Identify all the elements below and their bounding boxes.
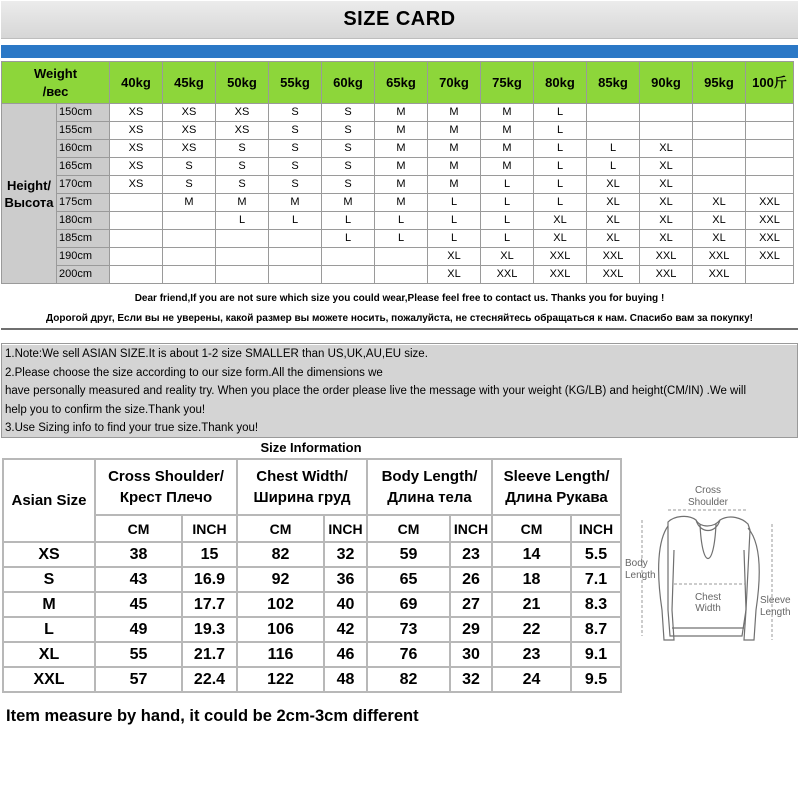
size-cell: L: [534, 122, 587, 140]
size-cell: XXL: [746, 248, 794, 266]
measurement-cell: 22.4: [182, 667, 237, 692]
size-cell: [216, 230, 269, 248]
size-cell: [693, 176, 746, 194]
size-cell: [746, 122, 794, 140]
size-cell: [163, 266, 216, 284]
unit-inch-header: INCH: [324, 515, 367, 542]
size-cell: XL: [428, 266, 481, 284]
size-card-row: [2, 122, 794, 140]
weight-column-header: 90kg: [640, 62, 693, 104]
size-cell: [746, 266, 794, 284]
size-cell: XS: [163, 104, 216, 122]
size-cell: S: [216, 140, 269, 158]
measurement-cell: 45: [95, 592, 182, 617]
size-cell: L: [481, 194, 534, 212]
size-cell: XXL: [587, 248, 640, 266]
size-cell: [693, 140, 746, 158]
height-cell: 155cm: [57, 122, 110, 140]
height-cell: 170cm: [57, 176, 110, 194]
size-cell: M: [375, 176, 428, 194]
unit-inch-header: INCH: [571, 515, 621, 542]
size-cell: XS: [110, 140, 163, 158]
measurement-cell: 69: [367, 592, 450, 617]
note-line: 1.Note:We sell ASIAN SIZE.It is about 1-2 size SMALLER than US,UK,AU,EU size.: [2, 344, 797, 364]
measurement-cell: 102: [237, 592, 324, 617]
size-cell: [216, 248, 269, 266]
diagram-label: Width: [695, 603, 721, 614]
weight-column-header: 65kg: [375, 62, 428, 104]
size-cell: L: [481, 176, 534, 194]
size-cell: M: [375, 194, 428, 212]
measurement-cell: 27: [450, 592, 492, 617]
page-title: SIZE CARD: [343, 8, 456, 30]
size-cell: XS: [216, 104, 269, 122]
measurement-cell: 92: [237, 567, 324, 592]
size-cell: XL: [640, 194, 693, 212]
size-cell: XL: [428, 248, 481, 266]
measurement-cell: 19.3: [182, 617, 237, 642]
size-cell: [375, 248, 428, 266]
unit-inch-header: INCH: [450, 515, 492, 542]
measurement-cell: 106: [237, 617, 324, 642]
height-cell: 180cm: [57, 212, 110, 230]
size-cell: S: [269, 140, 322, 158]
diagram-label: Body: [625, 558, 648, 569]
size-info-title: Size Information: [260, 440, 362, 455]
unit-inch-header: INCH: [182, 515, 237, 542]
size-cell: XXL: [640, 248, 693, 266]
size-cell: [216, 266, 269, 284]
measurement-cell: 9.1: [571, 642, 621, 667]
measurement-cell: 82: [237, 542, 324, 567]
height-label-line: Высота: [4, 194, 54, 210]
header-line: Ширина груд: [253, 489, 351, 506]
measurement-cell: 46: [324, 642, 367, 667]
size-cell: L: [481, 212, 534, 230]
measurement-cell: 22: [492, 617, 571, 642]
size-cell: [110, 266, 163, 284]
size-cell: M: [269, 194, 322, 212]
size-cell: [746, 104, 794, 122]
measurement-cell: 32: [324, 542, 367, 567]
weight-column-header: 45kg: [163, 62, 216, 104]
size-cell: L: [375, 212, 428, 230]
size-cell: XXL: [693, 266, 746, 284]
weight-label-line: /вес: [42, 83, 69, 99]
measurement-cell: 23: [492, 642, 571, 667]
size-cell: [110, 248, 163, 266]
measurement-cell: 38: [95, 542, 182, 567]
measurement-cell: 65: [367, 567, 450, 592]
size-card-row: [2, 194, 794, 212]
size-info-row: [3, 642, 621, 667]
measurement-cell: 8.7: [571, 617, 621, 642]
measurement-cell: 18: [492, 567, 571, 592]
size-cell: [693, 158, 746, 176]
measurement-cell: 21: [492, 592, 571, 617]
measurement-cell: 32: [450, 667, 492, 692]
size-cell: XXL: [587, 266, 640, 284]
size-cell: [269, 230, 322, 248]
unit-header-row: [3, 515, 621, 542]
size-cell: XL: [640, 158, 693, 176]
size-info-row: [3, 617, 621, 642]
height-label-line: Height/: [6, 177, 52, 193]
measurement-cell: 9.5: [571, 667, 621, 692]
measurement-cell: 15: [182, 542, 237, 567]
unit-cm-header: CM: [237, 515, 324, 542]
height-cell: 190cm: [57, 248, 110, 266]
size-cell: XXL: [693, 248, 746, 266]
weight-column-header: 50kg: [216, 62, 269, 104]
weight-column-header: 75kg: [481, 62, 534, 104]
size-cell: L: [534, 140, 587, 158]
asian-size-cell: L: [3, 617, 95, 642]
size-cell: S: [322, 104, 375, 122]
size-cell: L: [428, 230, 481, 248]
measurement-cell: 36: [324, 567, 367, 592]
size-cell: M: [375, 140, 428, 158]
size-cell: [163, 248, 216, 266]
size-cell: XS: [216, 122, 269, 140]
diagram-label: Sleeve: [760, 595, 791, 606]
size-cell: [746, 158, 794, 176]
size-cell: S: [322, 140, 375, 158]
size-info-table: [2, 458, 622, 693]
size-cell: [110, 212, 163, 230]
measurement-cell: 14: [492, 542, 571, 567]
size-card-row: [2, 158, 794, 176]
size-cell: L: [375, 230, 428, 248]
note-line: have personally measured and reality try. When you place the order please live the message with your weight (KG/LB) and height(CM/IN) .We will: [5, 385, 747, 397]
size-cell: [640, 104, 693, 122]
size-cell: [322, 248, 375, 266]
diagram-label: Shoulder: [687, 497, 729, 508]
size-cell: M: [428, 122, 481, 140]
size-cell: L: [534, 176, 587, 194]
note-line: 3.Use Sizing info to find your true size.Thank you!: [5, 422, 259, 434]
measurement-cell: 40: [324, 592, 367, 617]
size-card-row: [2, 266, 794, 284]
size-card-row: [2, 140, 794, 158]
measurement-disclaimer: Item measure by hand, it could be 2cm-3cm different: [6, 707, 419, 725]
size-cell: XL: [587, 230, 640, 248]
size-cell: M: [481, 158, 534, 176]
size-cell: S: [269, 104, 322, 122]
header-line: Длина Рукава: [505, 489, 608, 506]
height-cell: 185cm: [57, 230, 110, 248]
size-cell: L: [534, 104, 587, 122]
measurement-cell: 30: [450, 642, 492, 667]
measurement-cell: 24: [492, 667, 571, 692]
size-cell: M: [375, 158, 428, 176]
size-cell: S: [322, 122, 375, 140]
diagram-label: Length: [760, 607, 791, 618]
sweater-illustration: [659, 516, 760, 640]
size-card-table: [1, 61, 794, 284]
size-cell: XXL: [640, 266, 693, 284]
size-cell: S: [269, 158, 322, 176]
header-line: Chest Width/: [256, 468, 348, 485]
measurement-cell: 57: [95, 667, 182, 692]
measurement-cell: 116: [237, 642, 324, 667]
measurement-cell: 122: [237, 667, 324, 692]
asian-size-header: Asian Size: [3, 459, 95, 542]
size-cell: S: [322, 158, 375, 176]
measurement-cell: 43: [95, 567, 182, 592]
size-cell: S: [163, 158, 216, 176]
weight-column-header: 60kg: [322, 62, 375, 104]
size-cell: L: [322, 230, 375, 248]
size-cell: L: [428, 212, 481, 230]
asian-size-cell: S: [3, 567, 95, 592]
chest-width-header: [237, 459, 367, 515]
height-cell: 160cm: [57, 140, 110, 158]
weight-column-header: 40kg: [110, 62, 163, 104]
diagram-label: Length: [625, 570, 656, 581]
sleeve-length-header: [492, 459, 621, 515]
size-cell: L: [534, 158, 587, 176]
size-cell: S: [216, 176, 269, 194]
size-cell: XS: [163, 140, 216, 158]
size-cell: S: [322, 176, 375, 194]
measurement-guides: [642, 510, 772, 640]
size-cell: M: [428, 140, 481, 158]
size-card-title-bar: [1, 1, 798, 39]
size-cell: [163, 212, 216, 230]
weight-column-header: 55kg: [269, 62, 322, 104]
size-cell: XL: [640, 230, 693, 248]
size-cell: [640, 122, 693, 140]
size-cell: XXL: [481, 266, 534, 284]
header-line: Крест Плечо: [119, 489, 213, 506]
size-cell: XL: [587, 212, 640, 230]
size-cell: L: [587, 158, 640, 176]
size-info-row: [3, 542, 621, 567]
measurement-cell: 49: [95, 617, 182, 642]
size-cell: L: [428, 194, 481, 212]
weight-header-row: [2, 62, 794, 104]
size-cell: S: [269, 176, 322, 194]
size-cell: XL: [693, 212, 746, 230]
size-cell: [375, 266, 428, 284]
size-cell: L: [322, 212, 375, 230]
measurement-cell: 29: [450, 617, 492, 642]
asian-size-cell: XL: [3, 642, 95, 667]
measurement-cell: 26: [450, 567, 492, 592]
weight-column-header: 95kg: [693, 62, 746, 104]
unit-cm-header: CM: [367, 515, 450, 542]
size-cell: M: [428, 176, 481, 194]
size-cell: XL: [640, 212, 693, 230]
size-cell: L: [269, 212, 322, 230]
size-cell: XL: [693, 230, 746, 248]
size-cell: XS: [110, 104, 163, 122]
size-card-row: [2, 248, 794, 266]
size-info-row: [3, 667, 621, 692]
header-line: Sleeve Length/: [503, 468, 610, 485]
garment-measurement-diagram: [622, 460, 798, 700]
size-cell: M: [322, 194, 375, 212]
size-cell: XL: [534, 212, 587, 230]
size-cell: XL: [693, 194, 746, 212]
size-cell: M: [163, 194, 216, 212]
note-line: help you to confirm the size.Thank you!: [5, 403, 206, 416]
size-cell: XXL: [746, 194, 794, 212]
cross-shoulder-header: [95, 459, 237, 515]
size-cell: [587, 104, 640, 122]
size-cell: S: [269, 122, 322, 140]
size-cell: [322, 266, 375, 284]
size-cell: XXL: [534, 248, 587, 266]
blue-divider: [1, 45, 798, 58]
asian-size-cell: XXL: [3, 667, 95, 692]
size-cell: XS: [110, 122, 163, 140]
size-cell: XL: [587, 194, 640, 212]
weight-column-header: 80kg: [534, 62, 587, 104]
measurement-cell: 55: [95, 642, 182, 667]
size-cell: XL: [640, 176, 693, 194]
size-cell: [110, 230, 163, 248]
size-cell: M: [216, 194, 269, 212]
unit-cm-header: CM: [492, 515, 571, 542]
measurement-cell: 82: [367, 667, 450, 692]
measurement-cell: 48: [324, 667, 367, 692]
measurement-cell: 17.7: [182, 592, 237, 617]
size-cell: M: [428, 104, 481, 122]
measurement-cell: 23: [450, 542, 492, 567]
measurement-cell: 8.3: [571, 592, 621, 617]
size-cell: [746, 140, 794, 158]
measurement-cell: 5.5: [571, 542, 621, 567]
sizing-notes: [1, 343, 798, 438]
measurement-cell: 59: [367, 542, 450, 567]
height-cell: 175cm: [57, 194, 110, 212]
note-line: 2.Please choose the size according to our size form.All the dimensions we: [5, 366, 383, 379]
size-cell: XXL: [534, 266, 587, 284]
size-info-header-row: [3, 459, 621, 515]
diagram-label: Chest: [694, 592, 722, 603]
size-cell: XL: [640, 140, 693, 158]
size-cell: S: [163, 176, 216, 194]
weight-label: [2, 62, 110, 104]
header-line: Длина тела: [387, 489, 472, 506]
height-cell: 165cm: [57, 158, 110, 176]
size-cell: M: [375, 122, 428, 140]
body-length-header: [367, 459, 492, 515]
size-info-row: [3, 592, 621, 617]
size-cell: L: [481, 230, 534, 248]
size-cell: [693, 104, 746, 122]
measurement-cell: 42: [324, 617, 367, 642]
size-cell: M: [375, 104, 428, 122]
size-cell: [110, 194, 163, 212]
weight-column-header: 100斤: [746, 62, 794, 104]
size-cell: L: [587, 140, 640, 158]
size-cell: [746, 176, 794, 194]
size-cell: [587, 122, 640, 140]
unit-cm-header: CM: [95, 515, 182, 542]
size-cell: XL: [587, 176, 640, 194]
size-cell: [269, 248, 322, 266]
weight-label-line: Weight: [33, 65, 78, 81]
size-cell: [693, 122, 746, 140]
diagram-label: Cross: [694, 485, 722, 496]
measurement-cell: 16.9: [182, 567, 237, 592]
measurement-cell: 76: [367, 642, 450, 667]
height-cell: 150cm: [57, 104, 110, 122]
size-cell: XXL: [746, 212, 794, 230]
size-cell: [269, 266, 322, 284]
size-cell: [163, 230, 216, 248]
size-cell: M: [481, 104, 534, 122]
contact-note-russian: Дорогой друг, Если вы не уверены, какой размер вы можете носить, пожалуйста, не стесняйтесь обращаться к нам. Спасибо вам за покупку!: [1, 309, 798, 330]
size-info-row: [3, 567, 621, 592]
size-cell: L: [534, 194, 587, 212]
contact-note-english: Dear friend,If you are not sure which size you could wear,Please feel free to contact us. Thanks you for buying !: [134, 293, 665, 304]
height-cell: 200cm: [57, 266, 110, 284]
size-cell: XL: [481, 248, 534, 266]
size-cell: M: [481, 140, 534, 158]
weight-column-header: 85kg: [587, 62, 640, 104]
header-line: Body Length/: [381, 468, 478, 485]
size-cell: S: [216, 158, 269, 176]
measurement-cell: 7.1: [571, 567, 621, 592]
size-cell: M: [428, 158, 481, 176]
weight-column-header: 70kg: [428, 62, 481, 104]
size-card-row: [2, 104, 794, 122]
size-cell: XS: [110, 176, 163, 194]
size-cell: XS: [110, 158, 163, 176]
size-card-row: [2, 212, 794, 230]
size-card-row: [2, 230, 794, 248]
size-cell: XS: [163, 122, 216, 140]
size-cell: L: [216, 212, 269, 230]
asian-size-cell: XS: [3, 542, 95, 567]
size-cell: M: [481, 122, 534, 140]
header-line: Cross Shoulder/: [108, 468, 224, 485]
size-card-row: [2, 176, 794, 194]
height-label: [2, 104, 57, 284]
size-cell: XL: [534, 230, 587, 248]
measurement-cell: 73: [367, 617, 450, 642]
measurement-cell: 21.7: [182, 642, 237, 667]
size-cell: XXL: [746, 230, 794, 248]
asian-size-cell: M: [3, 592, 95, 617]
